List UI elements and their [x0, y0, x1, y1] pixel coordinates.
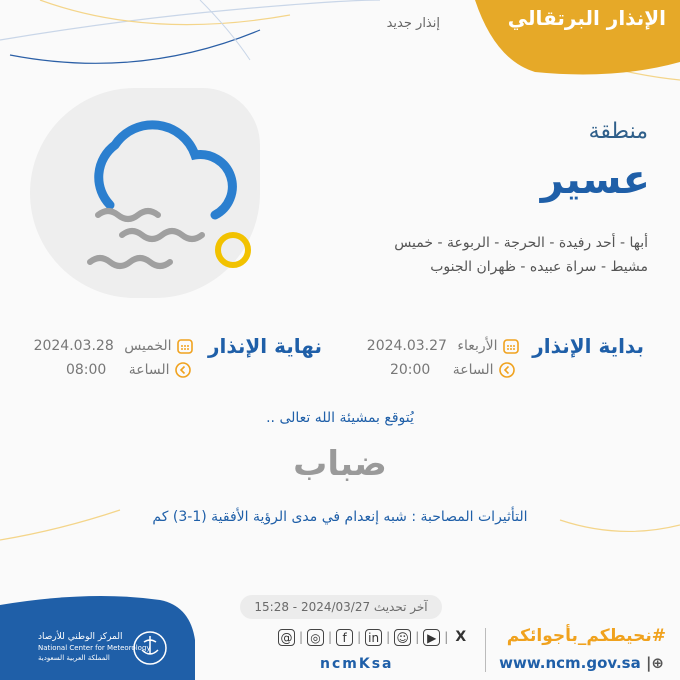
snapchat-icon[interactable]: ☺	[394, 629, 411, 646]
separator: |	[328, 630, 333, 644]
separator: |	[299, 630, 304, 644]
region-label: منطقة	[588, 119, 648, 144]
x-icon[interactable]: X	[455, 629, 467, 645]
footer-divider	[485, 628, 486, 672]
globe-icon: |⊕	[645, 654, 664, 672]
ncm-logo-icon	[132, 630, 168, 666]
linkedin-icon[interactable]: in	[365, 629, 382, 646]
website-url[interactable]: www.ncm.gov.sa	[499, 654, 641, 672]
social-icons	[278, 629, 469, 646]
phenomenon: ضباب	[293, 444, 387, 484]
start-time-row	[390, 361, 516, 379]
end-time-label: الساعة	[128, 362, 170, 378]
start-date-row	[367, 337, 520, 355]
start-date: 2024.03.27	[366, 338, 447, 354]
separator: |	[357, 630, 362, 644]
instagram-icon[interactable]: ◎	[307, 629, 324, 646]
end-time: 08:00	[65, 362, 107, 378]
forecast-intro: يُتوقع بمشيئة الله تعالى ..	[266, 410, 414, 426]
accompanying-effects: التأثيرات المصاحبة : شبه إنعدام في مدى الرؤية الأفقية (1-3) كم	[152, 509, 528, 525]
facebook-icon[interactable]: f	[336, 629, 353, 646]
start-time-label: الساعة	[452, 362, 494, 378]
affected-cities: أبها - أحد رفيدة - الحرجة - الربوعة - خميس مشيط - سراة عبيده - ظهران الجنوب	[394, 235, 648, 275]
org-name-arabic: المركز الوطني للأرصاد	[38, 632, 123, 642]
last-updated: آخر تحديث 2024/03/27 - 15:28	[240, 595, 442, 619]
start-day: الأربعاء	[457, 338, 498, 354]
region-name: عسير	[540, 157, 650, 203]
end-title: نهاية الإنذار	[207, 334, 322, 358]
country-name: المملكة العربية السعودية	[38, 654, 110, 662]
warning-level-badge	[475, 0, 680, 80]
end-date: 2024.03.28	[33, 338, 114, 354]
end-day: الخميس	[124, 338, 172, 354]
org-corner-shape	[0, 0, 205, 680]
clock-arrow-icon	[498, 361, 516, 379]
start-title: بداية الإنذار	[532, 334, 644, 358]
hashtag: #نحيطكم_بأجوائكم	[506, 626, 666, 646]
youtube-icon[interactable]: ▶	[423, 629, 440, 646]
website-link[interactable]	[499, 654, 664, 672]
threads-icon[interactable]: @	[278, 629, 295, 646]
warning-status: إنذار جديد	[386, 16, 440, 31]
calendar-icon	[502, 337, 520, 355]
separator: |	[444, 630, 449, 644]
separator: |	[415, 630, 420, 644]
separator: |	[386, 630, 391, 644]
warning-level-label: الإنذار البرتقالي	[507, 6, 666, 30]
start-time: 20:00	[389, 362, 431, 378]
org-name-english: National Center for Meteorology	[38, 644, 151, 652]
social-handle[interactable]: ncmKsa	[320, 656, 394, 672]
